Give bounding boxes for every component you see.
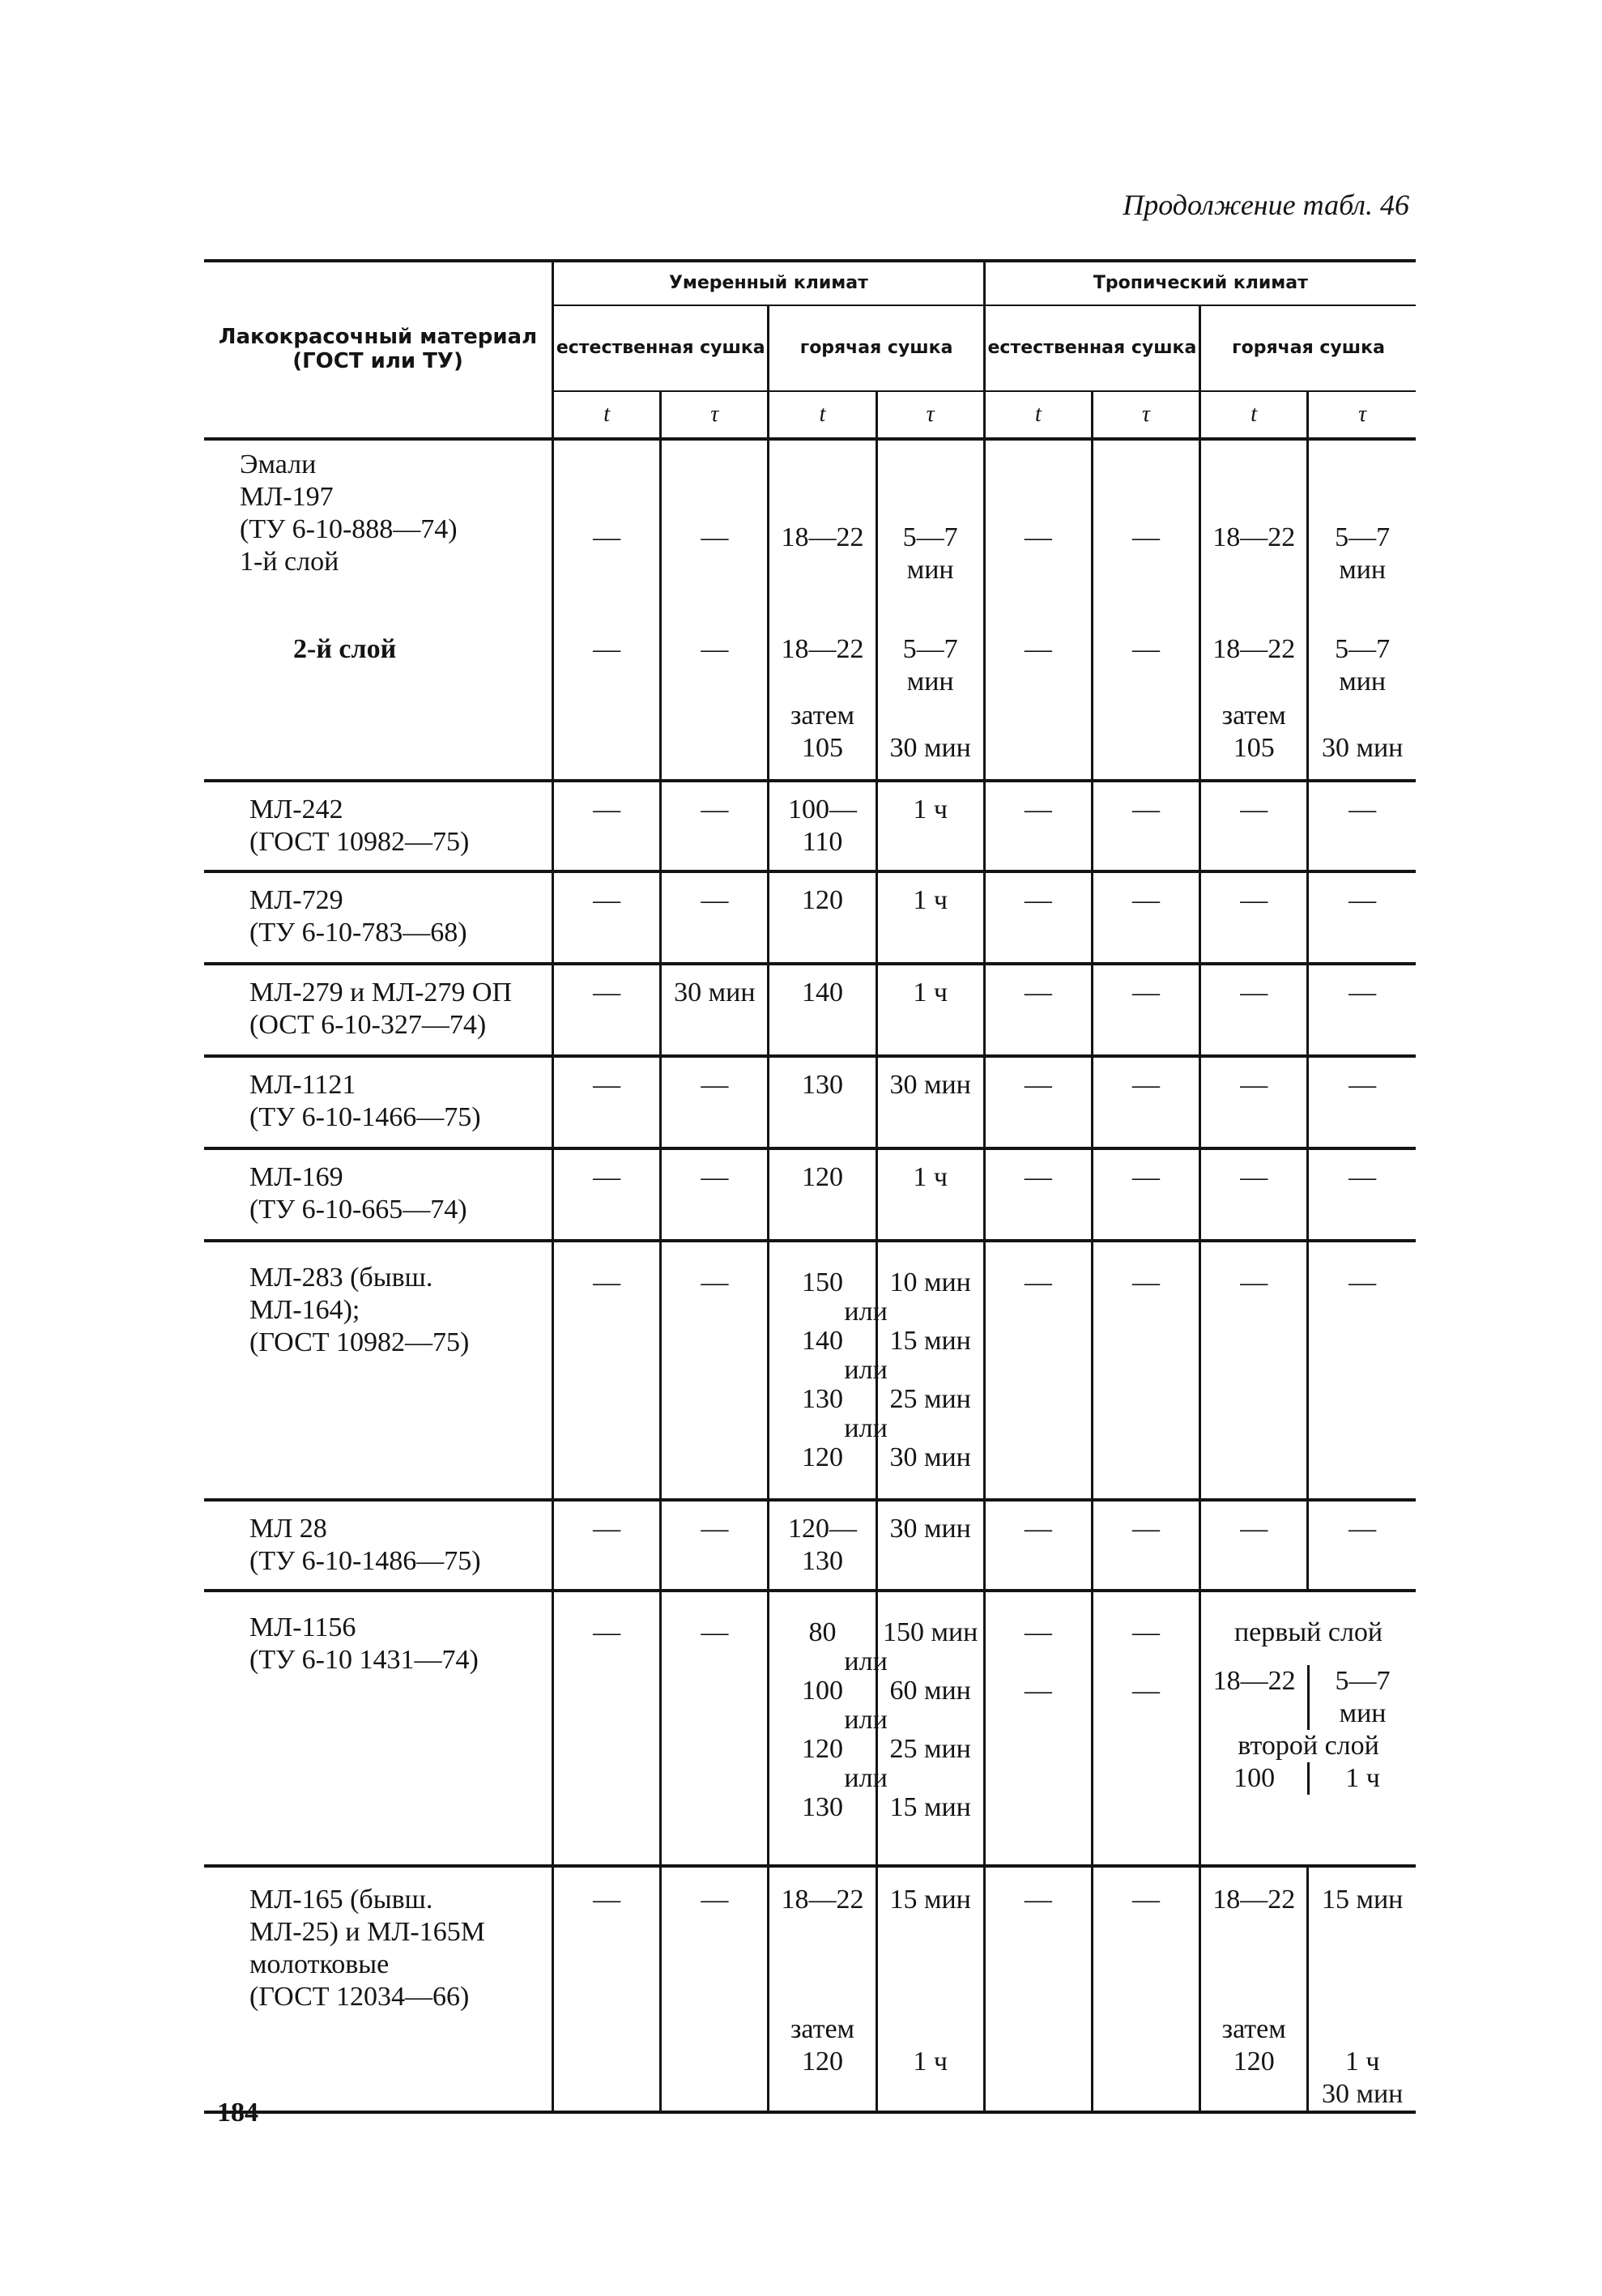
drying-option: 150 [801, 1267, 843, 1297]
tropical-hot-tau: — [1308, 964, 1416, 1056]
temperate-hot-then-t: затем 120 [769, 2013, 876, 2112]
or-word: или [844, 1413, 888, 1443]
page-number: 184 [217, 2098, 258, 2128]
temperate-hot-tau: 1 ч [876, 964, 984, 1056]
temperate-hot-t: 130 [769, 1056, 876, 1148]
tropical-hot-t: 18—22 [1200, 609, 1308, 700]
temperate-natural-tau: 30 мин [661, 964, 769, 1056]
temperate-hot-tau: 1 ч [876, 1148, 984, 1241]
drying-option: 30 мин [889, 1442, 971, 1472]
temperate-natural-tau: — [661, 439, 769, 609]
temperate-natural-tau: — [661, 1591, 769, 1866]
temperate-natural-t: — [553, 1241, 661, 1500]
temperate-natural-tau: — [661, 1866, 769, 2013]
drying-option: 120 [801, 1734, 843, 1764]
header-tau: τ [1308, 391, 1416, 439]
tropical-natural-tau: — [1092, 871, 1199, 964]
temperate-natural-tau: — [661, 1148, 769, 1241]
or-separator [878, 1357, 983, 1383]
temperate-hot-then-tau: 1 ч [876, 2013, 984, 2112]
temperate-hot-tau: 15 мин [876, 1866, 984, 2013]
or-separator [878, 1649, 983, 1675]
temperate-natural-tau: — [661, 609, 769, 700]
tropical-natural-tau: — [1092, 1500, 1199, 1591]
table-row [204, 1056, 1416, 1148]
table-row [204, 1241, 1416, 1500]
temperate-natural-tau: — [661, 1241, 769, 1500]
temperate-natural-tau: — [661, 1056, 769, 1148]
tropical-hot-t: — [1200, 1241, 1308, 1500]
or-separator [769, 1763, 888, 1793]
temperate-hot-t: 100—110 [769, 781, 876, 871]
tropical-hot-tau: — [1308, 1056, 1416, 1148]
temperate-hot-tau: 30 мин [876, 1500, 984, 1591]
drying-option: 150 мин [882, 1617, 978, 1647]
tropical-natural-t [984, 700, 1092, 781]
temperate-hot-t [769, 1591, 888, 1866]
tropical-hot-then-tau: 30 мин [1308, 700, 1416, 781]
header-t: t [984, 391, 1092, 439]
tropical-natural-tau [1092, 700, 1199, 781]
tropical-hot-then-t: затем 120 [1200, 2013, 1308, 2112]
temperate-natural-tau [661, 700, 769, 781]
temperate-natural-t: — [553, 1591, 661, 1866]
or-word: или [844, 1763, 888, 1793]
material-name: МЛ-729 (ТУ 6-10-783—68) [204, 871, 553, 964]
tropical-hot-tau: — [1308, 1241, 1416, 1500]
header-tau: τ [661, 391, 769, 439]
material-spacer [204, 700, 553, 781]
tropical-hot-t: 18—22 [1200, 439, 1308, 609]
tropical-hot-layers [1200, 1591, 1416, 1866]
drying-option: 80 [808, 1617, 837, 1647]
material-name: МЛ-242 (ГОСТ 10982—75) [204, 781, 553, 871]
or-word: или [844, 1355, 888, 1385]
temperate-hot-tau [876, 1241, 984, 1500]
drying-option: 140 [801, 1326, 843, 1356]
temperate-hot-tau: 5—7 мин [876, 439, 984, 609]
header-tropical-natural: естественная сушка [984, 305, 1199, 391]
temperate-hot-t: 18—22 [769, 439, 876, 609]
tropical-hot-then-tau: 1 ч 30 мин [1308, 2013, 1416, 2112]
tropical-hot-tau: 15 мин [1308, 1866, 1416, 2013]
tropical-natural-tau [1092, 2013, 1199, 2112]
header-temperate-climate: Умеренный климат [553, 261, 985, 305]
drying-option: 10 мин [889, 1267, 971, 1297]
or-separator [878, 1299, 983, 1325]
or-separator [878, 1766, 983, 1791]
drying-option: 60 мин [889, 1676, 971, 1706]
or-separator [878, 1416, 983, 1442]
drying-option: 120 [801, 1442, 843, 1472]
tropical-hot-t: — [1200, 781, 1308, 871]
table-row [204, 1500, 1416, 1591]
temperate-hot-t [769, 1241, 888, 1500]
tropical-natural-tau: — [1092, 439, 1199, 609]
material-name: МЛ-1156 (ТУ 6-10 1431—74) [204, 1591, 553, 1866]
temperate-natural-t: — [553, 1056, 661, 1148]
drying-modes-table [204, 259, 1416, 2114]
material-name: МЛ-169 (ТУ 6-10-665—74) [204, 1148, 553, 1241]
tropical-natural-tau: — [1092, 964, 1199, 1056]
tropical-natural-tau: — [1092, 1056, 1199, 1148]
header-t: t [553, 391, 661, 439]
tropical-hot-t: — [1200, 1148, 1308, 1241]
drying-option: 100 [801, 1676, 843, 1706]
header-temperate-natural: естественная сушка [553, 305, 769, 391]
tropical-natural-tau: — [1092, 781, 1199, 871]
temperate-natural-t: — [553, 781, 661, 871]
header-tau: τ [1092, 391, 1199, 439]
tropical-natural-tau: — [1092, 1148, 1199, 1241]
material-name: МЛ-279 и МЛ-279 ОП (ОСТ 6-10-327—74) [204, 964, 553, 1056]
table-row [204, 1866, 1416, 2013]
tropical-hot-then-t: затем 105 [1200, 700, 1308, 781]
tropical-hot-tau: 5—7 мин [1308, 609, 1416, 700]
second-layer-values [1201, 1762, 1416, 1795]
tropical-natural-t: — [984, 609, 1092, 700]
tropical-hot-tau: — [1308, 1148, 1416, 1241]
or-separator [769, 1646, 888, 1676]
temperate-natural-t: — [553, 609, 661, 700]
tropical-natural-t [984, 1591, 1092, 1866]
temperate-natural-t: — [553, 871, 661, 964]
tropical-natural-tau: — [1092, 1866, 1199, 2013]
tropical-natural-t: — [984, 1241, 1092, 1500]
then-row [204, 2013, 1416, 2112]
temperate-hot-t: 18—22 [769, 1866, 876, 2013]
temperate-natural-t [553, 700, 661, 781]
tropical-natural-t: — [984, 1866, 1092, 2013]
table-row [204, 781, 1416, 871]
tropical-natural-t [984, 2013, 1092, 2112]
header-tropical-hot: горячая сушка [1200, 305, 1416, 391]
tropical-hot-t: — [1200, 1056, 1308, 1148]
tropical-natural-tau: — [1092, 1241, 1199, 1500]
header-tau: τ [876, 391, 984, 439]
drying-option: 130 [801, 1384, 843, 1414]
table-body [204, 439, 1416, 2112]
table-row [204, 439, 1416, 609]
or-separator [769, 1297, 888, 1327]
temperate-natural-t: — [553, 964, 661, 1056]
table-row [204, 964, 1416, 1056]
second-layer-t: 100 [1233, 1763, 1276, 1793]
material-name: МЛ 28 (ТУ 6-10-1486—75) [204, 1500, 553, 1591]
material-name: МЛ-165 (бывш. МЛ-25) и МЛ-165М молотковые (ГОСТ 12034—66) [204, 1866, 553, 2013]
tropical-natural-t: — [984, 1500, 1092, 1591]
dash-value: — [1132, 1676, 1161, 1706]
drying-option: 130 [801, 1792, 843, 1822]
tropical-hot-tau: 5—7 мин [1308, 439, 1416, 609]
temperate-natural-t: — [553, 1148, 661, 1241]
temperate-hot-tau: 5—7 мин [876, 609, 984, 700]
tropical-hot-tau: — [1308, 871, 1416, 964]
tropical-hot-t: — [1200, 1500, 1308, 1591]
tropical-hot-tau: — [1308, 1500, 1416, 1591]
or-separator [769, 1355, 888, 1385]
temperate-natural-tau [661, 2013, 769, 2112]
tropical-natural-tau [1092, 1591, 1199, 1866]
temperate-natural-t: — [553, 1500, 661, 1591]
tropical-natural-t: — [984, 781, 1092, 871]
header-t: t [1200, 391, 1308, 439]
temperate-hot-t: 140 [769, 964, 876, 1056]
material-name: МЛ-1121 (ТУ 6-10-1466—75) [204, 1056, 553, 1148]
tropical-hot-t: — [1200, 964, 1308, 1056]
drying-option: 25 мин [889, 1734, 971, 1764]
temperate-hot-tau [876, 1591, 984, 1866]
table-row [204, 871, 1416, 964]
first-layer-label: первый слой [1233, 1617, 1383, 1647]
or-separator [769, 1413, 888, 1443]
temperate-hot-tau: 1 ч [876, 781, 984, 871]
tropical-natural-t: — [984, 439, 1092, 609]
header-material: Лакокрасочный материал (ГОСТ или ТУ) [204, 261, 553, 439]
material-name: 2-й слой [293, 634, 397, 664]
tropical-natural-tau: — [1092, 609, 1199, 700]
table-row [204, 1591, 1416, 1866]
temperate-natural-t: — [553, 439, 661, 609]
temperate-natural-tau: — [661, 871, 769, 964]
then-row [204, 700, 1416, 781]
second-layer-label: второй слой [1238, 1731, 1379, 1761]
drying-option: 15 мин [889, 1326, 971, 1356]
table-continuation-caption: Продолжение табл. 46 [1123, 189, 1409, 221]
temperate-natural-tau: — [661, 1500, 769, 1591]
header-tropical-climate: Тропический климат [984, 261, 1416, 305]
dash-value: — [1024, 1617, 1052, 1647]
temperate-hot-t: 18—22 [769, 609, 876, 700]
tropical-hot-t: — [1200, 871, 1308, 964]
drying-option: 15 мин [889, 1792, 971, 1822]
temperate-hot-tau: 30 мин [876, 1056, 984, 1148]
tropical-natural-t: — [984, 964, 1092, 1056]
or-word: или [844, 1705, 888, 1735]
temperate-hot-then-t: затем 105 [769, 700, 876, 781]
or-word: или [844, 1646, 888, 1676]
or-separator [769, 1705, 888, 1735]
second-layer-tau: 1 ч [1307, 1762, 1416, 1795]
material-name: Эмали МЛ-197 (ТУ 6-10-888—74) 1-й слой [204, 439, 553, 609]
first-layer-t: 18—22 [1212, 1666, 1296, 1696]
tropical-natural-t: — [984, 1148, 1092, 1241]
header-t: t [769, 391, 876, 439]
first-layer-tau: 5—7 мин [1307, 1665, 1416, 1730]
temperate-natural-t [553, 2013, 661, 2112]
table-row [204, 609, 1416, 700]
temperate-natural-tau: — [661, 781, 769, 871]
temperate-natural-t: — [553, 1866, 661, 2013]
temperate-hot-t: 120 [769, 1148, 876, 1241]
first-layer-values [1201, 1665, 1416, 1730]
temperate-hot-t: 120—130 [769, 1500, 876, 1591]
tropical-natural-t: — [984, 1056, 1092, 1148]
dash-value: — [1024, 1676, 1052, 1706]
or-separator [878, 1707, 983, 1733]
or-word: или [844, 1297, 888, 1327]
temperate-hot-t: 120 [769, 871, 876, 964]
table-row [204, 1148, 1416, 1241]
temperate-hot-then-tau: 30 мин [876, 700, 984, 781]
material-name: МЛ-283 (бывш. МЛ-164); (ГОСТ 10982—75) [204, 1241, 553, 1500]
drying-option: 25 мин [889, 1384, 971, 1414]
dash-value: — [1132, 1617, 1161, 1647]
header-temperate-hot: горячая сушка [769, 305, 984, 391]
tropical-natural-t: — [984, 871, 1092, 964]
tropical-hot-tau: — [1308, 781, 1416, 871]
temperate-hot-tau: 1 ч [876, 871, 984, 964]
tropical-hot-t: 18—22 [1200, 1866, 1308, 2013]
